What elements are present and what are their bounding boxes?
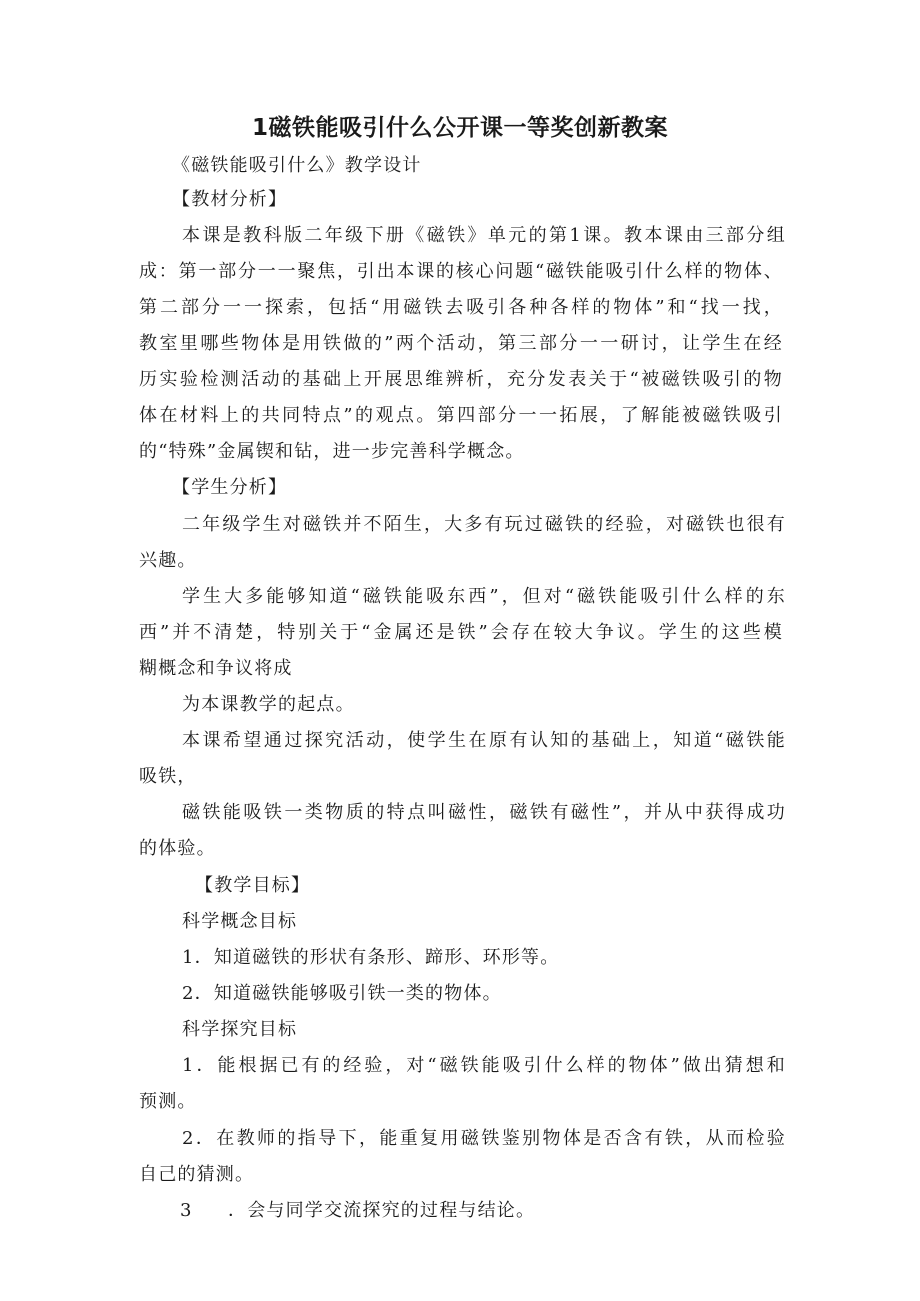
document-title: 1磁铁能吸引什么公开课一等奖创新教案 — [251, 115, 668, 141]
paragraph-line: 二年级学生对磁铁并不陌生，大多有玩过磁铁的经验，对磁铁也很有 — [182, 514, 786, 535]
paragraph-line: 本课希望通过探究活动，使学生在原有认知的基础上，知道“磁铁能 — [182, 730, 786, 751]
paragraph-line: 学生大多能够知道“磁铁能吸东西”，但对“磁铁能吸引什么样的东 — [182, 586, 786, 607]
paragraph-line: 糊概念和争议将成 — [139, 658, 293, 679]
subheading-science-inquiry-goals: 科学探究目标 — [182, 1019, 298, 1040]
list-item-number: 3 — [180, 1200, 192, 1221]
paragraph-line: 磁铁能吸铁一类物质的特点叫磁性，磁铁有磁性”，并从中获得成功 — [182, 802, 786, 823]
list-item: 1．能根据已有的经验，对“磁铁能吸引什么样的物体”做出猜想和 — [182, 1055, 786, 1076]
section-heading-textbook-analysis: 【教材分析】 — [172, 189, 288, 210]
paragraph-line: 教室里哪些物体是用铁做的”两个活动，第三部分一一研讨，让学生在经 — [139, 333, 783, 354]
paragraph-line: 吸铁， — [139, 766, 197, 787]
section-heading-teaching-goals: 【教学目标】 — [195, 875, 311, 896]
subheading-science-concept-goals: 科学概念目标 — [182, 911, 298, 932]
list-item-continuation: 自己的猜测。 — [139, 1164, 255, 1185]
paragraph-line: 体在材料上的共同特点”的观点。第四部分一一拓展，了解能被磁铁吸引 — [139, 405, 783, 426]
paragraph-line: 本课是教科版二年级下册《磁铁》单元的第1课。教本课由三部分组 — [182, 225, 786, 246]
list-item: ．会与同学交流探究的过程与结论。 — [228, 1200, 536, 1221]
paragraph-line: 为本课教学的起点。 — [182, 694, 355, 715]
list-item: 1．知道磁铁的形状有条形、蹄形、环形等。 — [182, 947, 560, 968]
subtitle: 《磁铁能吸引什么》教学设计 — [172, 155, 422, 176]
section-heading-student-analysis: 【学生分析】 — [172, 477, 288, 498]
paragraph-line: 的体验。 — [139, 838, 216, 859]
paragraph-line: 历实验检测活动的基础上开展思维辨析，充分发表关于“被磁铁吸引的物 — [139, 369, 783, 390]
list-item: 2．知道磁铁能够吸引铁一类的物体。 — [182, 983, 502, 1004]
paragraph-line: 西”并不清楚，特别关于“金属还是铁”会存在较大争议。学生的这些模 — [139, 622, 783, 643]
paragraph-line: 兴趣。 — [139, 550, 197, 571]
paragraph-line: 成：第一部分一一聚焦，引出本课的核心问题“磁铁能吸引什么样的物体、 — [139, 261, 783, 282]
paragraph-line: 第二部分一一探索，包括“用磁铁去吸引各种各样的物体”和“找一找， — [139, 297, 783, 318]
list-item-continuation: 预测。 — [139, 1091, 197, 1112]
list-item: 2．在教师的指导下，能重复用磁铁鉴别物体是否含有铁，从而检验 — [182, 1128, 786, 1149]
paragraph-line: 的“特殊”金属锲和钻，进一步完善科学概念。 — [139, 441, 525, 462]
